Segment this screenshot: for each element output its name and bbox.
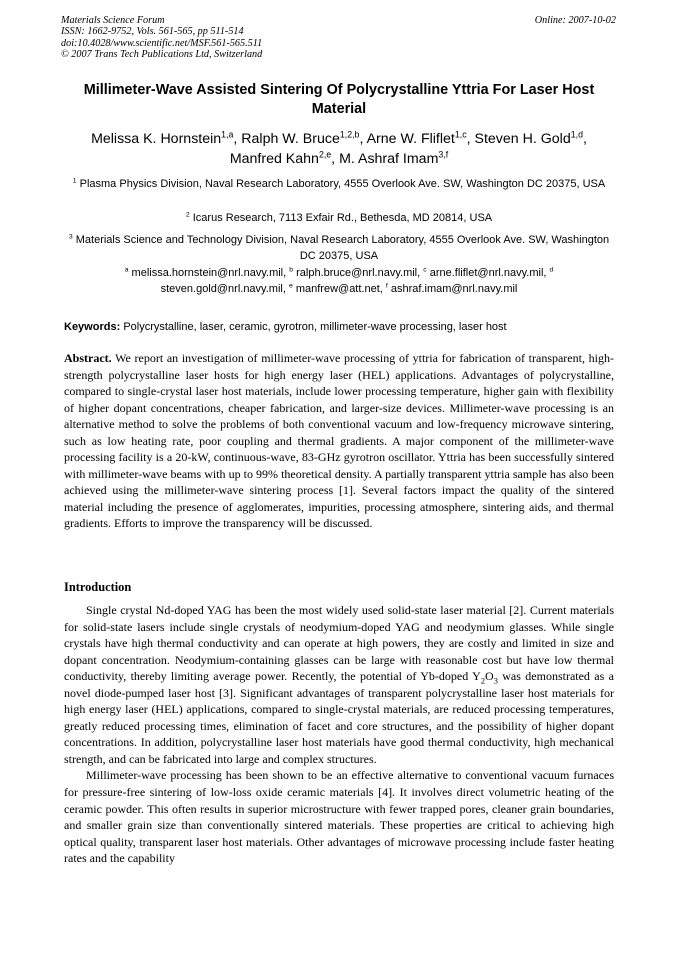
email[interactable]: $^a$ melissa.hornstein@nrl.navy.mil	[124, 266, 284, 279]
paragraph: Single crystal Nd-doped YAG has been the most widely used solid-state laser material [2]. Current materials for solid-state lasers include single crystals of neodymium-doped YAG and neodymium glasses. While single crystals have high thermal conductivity and can operate at high powers, they are costly and limited in size and dopant concentration. Neodymium-containing glasses can be large with reasonable cost but have low thermal conductivity, thereby limiting average power. Recently, the potential of Yb-doped $Y_2O_3$ was demonstrated as a novel diode-pumped laser host [3]. Significant advantages of transparent polycrystalline laser host materials for high energy laser (HEL) applications, compared to single-crystal materials, are reduced processing temperatures, greatly reduced processing times, elimination of facet and core structures, and the possibility of higher dopant concentrations. In addition, polycrystalline laser host materials have good thermal conductivity, high mechanical strength, and can be fabricated into large and complex structures.	[64, 603, 614, 766]
abstract	[64, 350, 614, 532]
author: Steven H. Gold$^{1,d}$,	[474, 129, 587, 147]
email[interactable]: $^c$ arne.fliflet@nrl.navy.mil	[423, 266, 544, 279]
keywords-text: Polycrystalline, laser, ceramic, gyrotron, millimeter-wave processing, laser host	[123, 321, 507, 333]
introduction-heading: Introduction	[64, 580, 132, 594]
email-list: $^a$ melissa.hornstein@nrl.navy.mil, $^b$ ralph.bruce@nrl.navy.mil, $^c$ arne.fliflet@nrl.navy.mil, $^d$ steven.gold@nrl.navy.mil, $^e$ manfrew@att.net, $^f$ ashraf.imam@nrl.navy.mil	[124, 266, 554, 295]
copyright-line: © 2007 Trans Tech Publications Ltd, Switzerland	[61, 49, 263, 61]
author-list	[64, 130, 614, 169]
abstract-text: We report an investigation of millimeter-wave processing of yttria for fabrication of transparent, high-strength polycrystalline laser hosts for high energy laser (HEL) applications. Advantages of polycrystalline, compared to single-crystal laser host materials, include lower processing temperature, higher gain with flexibility of higher dopant concentrations, cheaper fabrication, and larger-size devices. Millimeter-wave processing is an alternative method to solve the problems of both conventional vacuum and low-frequency microwave sintering, such as low heating rate, poor coupling and thermal gradients. A major component of the millimeter-wave processing facility is a 20-kW, continuous-wave, 83-GHz gyrotron oscillator. Yttria has been successfully sintered with millimeter-wave beams with up to 99% theoretical density. A partially transparent yttria sample has also been achieved using the millimeter-wave sintering process [1]. Several factors impact the quality of the sintered material including the presence of agglomerates, impurities, processing atmosphere, sintering aids, and thermal gradients. Efforts to improve the transparency will be discussed.	[64, 351, 614, 531]
author: Arne W. Fliflet$^{1,c}$,	[366, 129, 475, 147]
journal-name: Materials Science Forum	[61, 15, 165, 26]
affiliation-1: $^1$ Plasma Physics Division, Naval Research Laboratory, 4555 Overlook Ave. SW, Washington DC 20375, USA	[72, 177, 606, 190]
affiliation-2: $^2$ Icarus Research, 7113 Exfair Rd., Bethesda, MD 20814, USA	[185, 211, 493, 224]
author: Melissa K. Hornstein$^{1,a}$,	[91, 129, 242, 147]
abstract-label: Abstract.	[64, 351, 112, 365]
issn-line: ISSN: 1662-9752, Vols. 561-565, pp 511-514	[61, 26, 244, 38]
author: M. Ashraf Imam$^{3,f}$	[339, 148, 449, 167]
keywords-label: Keywords:	[64, 321, 121, 333]
author: Ralph W. Bruce$^{1,2,b}$,	[241, 129, 367, 147]
author: Manfred Kahn$^{2,e}$,	[229, 148, 340, 167]
doi-line[interactable]: doi:10.4028/www.scientific.net/MSF.561-565.511	[61, 37, 263, 49]
email[interactable]: $^d$ steven.gold@nrl.navy.mil	[160, 266, 554, 295]
email[interactable]: $^e$ manfrew@att.net	[288, 281, 380, 295]
journal-header	[61, 15, 616, 61]
paper-title: Millimeter-Wave Assisted Sintering Of Polycrystalline Yttria For Laser Host Material	[83, 82, 595, 117]
keywords	[64, 320, 614, 334]
paragraph: Millimeter-wave processing has been shown to be an effective alternative to conventional vacuum furnaces for pressure-free sintering of low-loss oxide ceramic materials [4]. It involves direct volumetric heating of the ceramic powder. This often results in superior microstructure with fewer trapped pores, cleaner grain boundaries, and smaller grain size than conventionally sintered materials. These properties are critical to achieving high optical quality, transparent laser host materials. Other advantages of microwave processing include faster heating rates and the capability	[64, 768, 614, 866]
email[interactable]: $^b$ ralph.bruce@nrl.navy.mil	[289, 266, 418, 279]
affiliation-3: $^3$ Materials Science and Technology Division, Naval Research Laboratory, 4555 Overlook Ave. SW, Washington DC 20375, USA	[68, 233, 610, 262]
online-date: Online: 2007-10-02	[534, 15, 616, 26]
email[interactable]: $^f$ ashraf.imam@nrl.navy.mil	[385, 281, 518, 295]
introduction-body	[64, 602, 614, 867]
